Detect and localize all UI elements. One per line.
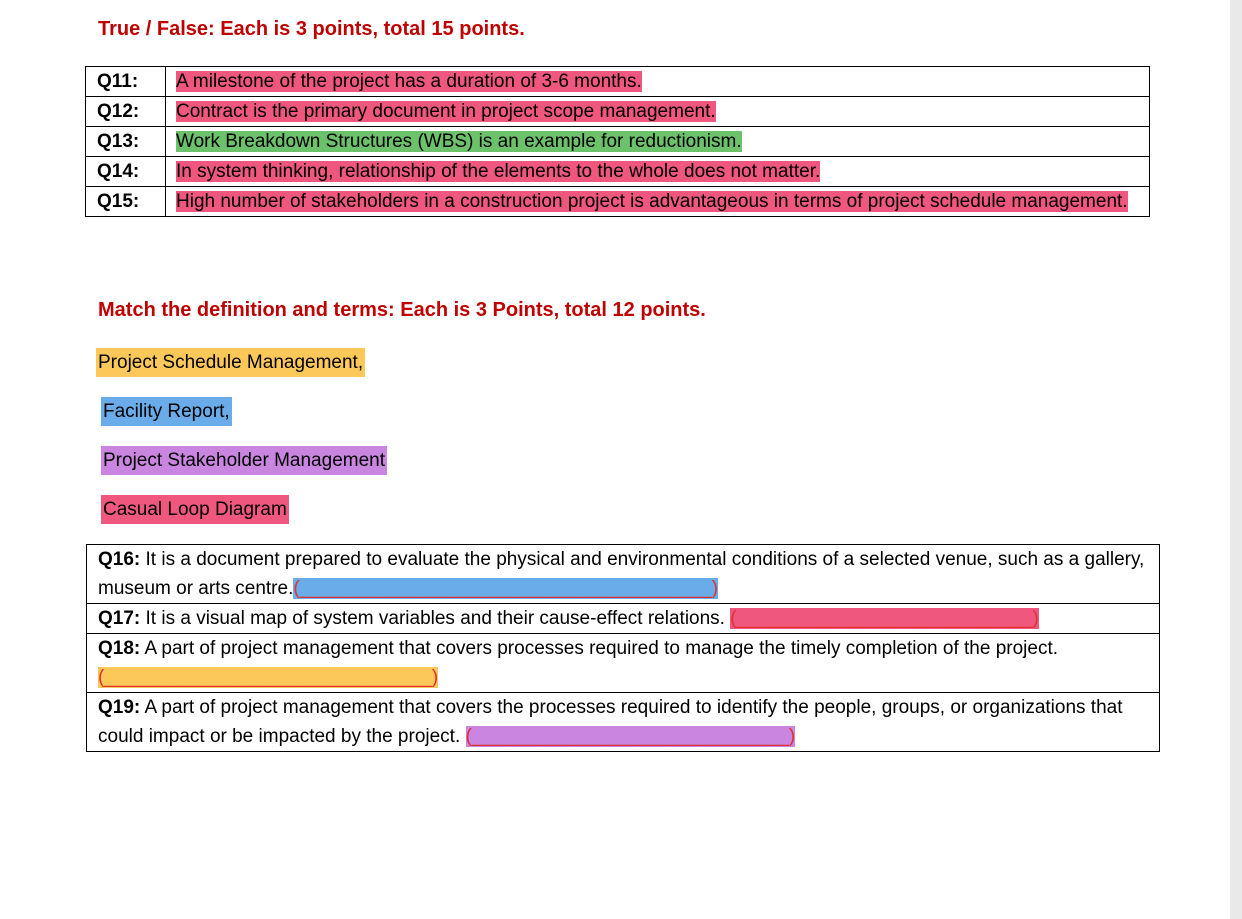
true-false-heading: True / False: Each is 3 points, total 15 points. bbox=[98, 18, 525, 40]
question-text: A part of project management that covers the processes required to identify the people, groups, or organizations that could impact or be impacted by the project. bbox=[98, 697, 1123, 747]
question-text: It is a document prepared to evaluate the physical and environmental conditions of a selected venue, such as a gallery, museum or arts centre. bbox=[98, 549, 1145, 599]
question-number: Q19: bbox=[98, 697, 141, 718]
table-row bbox=[87, 545, 1160, 604]
question-statement: Work Breakdown Structures (WBS) is an example for reductionism. bbox=[176, 131, 742, 152]
term-facility-report: Facility Report, bbox=[101, 397, 232, 426]
matching-table bbox=[86, 544, 1160, 752]
table-row bbox=[86, 97, 1150, 127]
table-row bbox=[86, 127, 1150, 157]
table-row bbox=[87, 693, 1160, 752]
scrollbar-track[interactable] bbox=[1230, 0, 1242, 919]
table-row bbox=[87, 604, 1160, 634]
matching-heading: Match the definition and terms: Each is 3 Points, total 12 points. bbox=[98, 299, 706, 321]
question-number: Q14: bbox=[86, 157, 166, 187]
answer-blank[interactable]: (____________________________) bbox=[730, 608, 1039, 629]
question-number: Q11: bbox=[86, 67, 166, 97]
question-number: Q15: bbox=[86, 187, 166, 217]
term-project-stakeholder-management: Project Stakeholder Management bbox=[101, 446, 387, 475]
table-row bbox=[86, 67, 1150, 97]
answer-blank[interactable]: (______________________________) bbox=[465, 726, 796, 747]
question-statement: A milestone of the project has a duration of 3-6 months. bbox=[176, 71, 642, 92]
question-statement: In system thinking, relationship of the elements to the whole does not matter. bbox=[176, 161, 821, 182]
question-text: A part of project management that covers processes required to manage the timely completion of the project. bbox=[144, 638, 1059, 659]
table-row bbox=[86, 187, 1150, 217]
question-number: Q16: bbox=[98, 549, 141, 570]
term-project-schedule-management: Project Schedule Management, bbox=[96, 348, 365, 377]
question-statement: Contract is the primary document in project scope management. bbox=[176, 101, 716, 122]
term-casual-loop-diagram: Casual Loop Diagram bbox=[101, 495, 289, 524]
answer-blank[interactable]: (_______________________________) bbox=[98, 667, 439, 688]
question-text: It is a visual map of system variables and their cause-effect relations. bbox=[145, 608, 731, 629]
question-number: Q12: bbox=[86, 97, 166, 127]
table-row bbox=[87, 634, 1160, 693]
true-false-table bbox=[85, 66, 1150, 217]
question-statement: High number of stakeholders in a construction project is advantageous in terms of project schedule management. bbox=[176, 191, 1128, 212]
question-number: Q18: bbox=[98, 638, 141, 659]
answer-blank[interactable]: (_______________________________________) bbox=[293, 578, 719, 599]
question-number: Q17: bbox=[98, 608, 141, 629]
question-number: Q13: bbox=[86, 127, 166, 157]
table-row bbox=[86, 157, 1150, 187]
